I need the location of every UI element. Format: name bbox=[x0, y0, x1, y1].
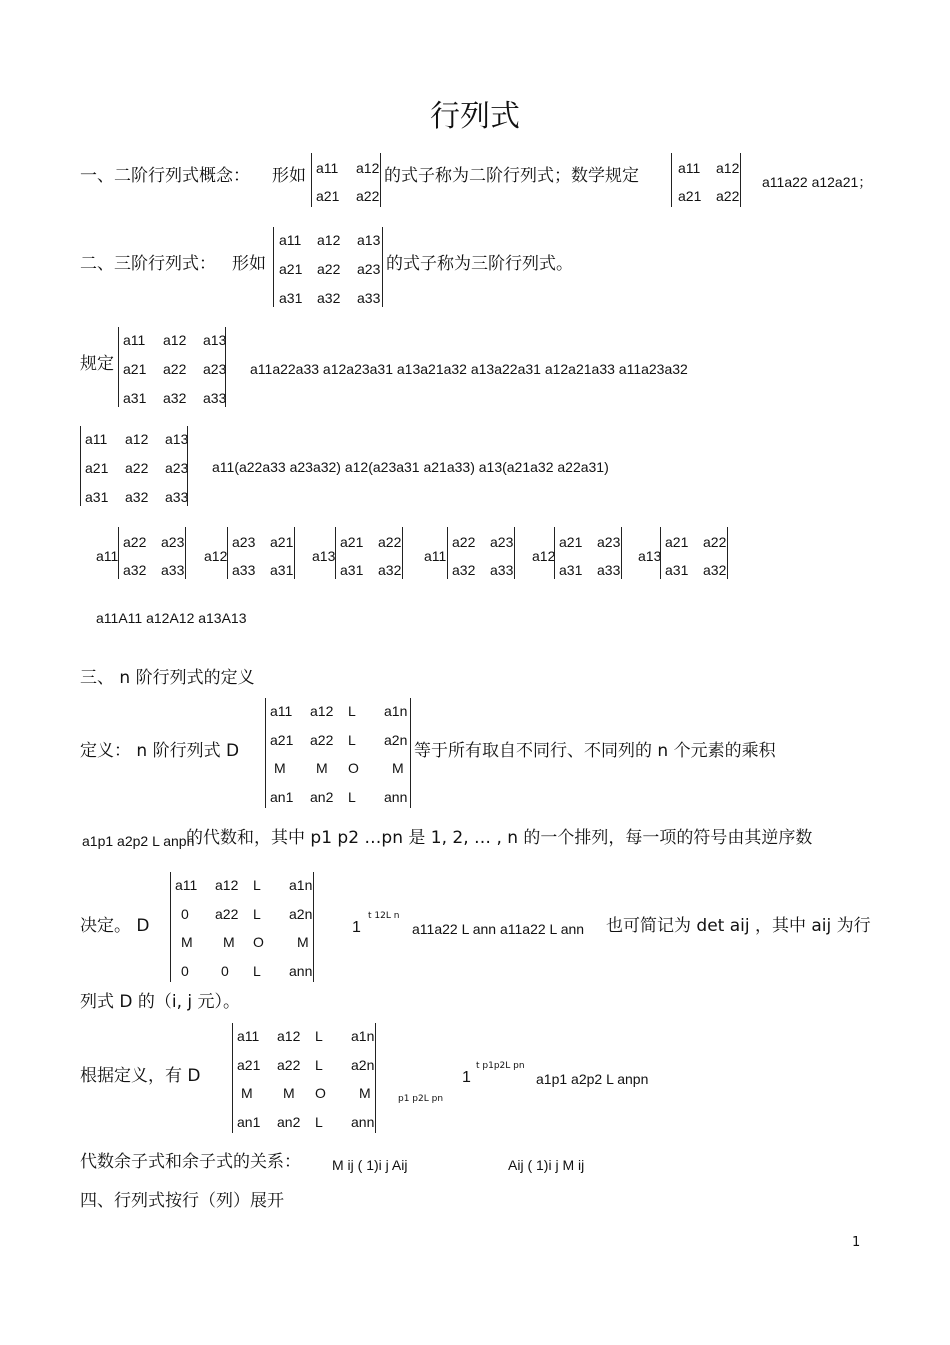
cell: a31 bbox=[123, 390, 147, 406]
cell: ann bbox=[384, 789, 408, 805]
sec3-decide: 决定。 D bbox=[80, 916, 150, 936]
cell: a31 bbox=[559, 562, 583, 578]
rule-label: 规定 bbox=[80, 354, 114, 374]
sec3-def-desc: 等于所有取自不同行、不同列的 n 个元素的乘积 bbox=[414, 741, 776, 761]
cell: O bbox=[348, 760, 359, 776]
cell: a32 bbox=[317, 290, 341, 306]
minor-coefficient: a11 bbox=[424, 548, 447, 564]
sec3-tri-desc: 也可简记为 det aij ，其中 aij 为行 bbox=[606, 916, 871, 936]
cell: a32 bbox=[125, 489, 149, 505]
cell: ann bbox=[289, 963, 313, 979]
cell: a21 bbox=[85, 460, 109, 476]
cell: a13 bbox=[357, 232, 381, 248]
cell: M bbox=[223, 934, 235, 950]
cell: 0 bbox=[181, 963, 189, 979]
minor-determinant bbox=[554, 527, 622, 579]
sec2-label: 二、三阶行列式： bbox=[80, 254, 216, 274]
minor-determinant bbox=[227, 527, 295, 579]
cell: ann bbox=[351, 1114, 375, 1130]
minor-coefficient: a12 bbox=[532, 548, 556, 564]
cell: 0 bbox=[221, 963, 229, 979]
cell: L bbox=[348, 789, 356, 805]
cell: a1n bbox=[351, 1028, 375, 1044]
cell: a13 bbox=[165, 431, 189, 447]
cell: a32 bbox=[452, 562, 476, 578]
minor-coefficient: a11 bbox=[96, 548, 119, 564]
cell: a12 bbox=[215, 877, 239, 893]
cell: M bbox=[359, 1085, 371, 1101]
cell: an1 bbox=[237, 1114, 261, 1130]
cell: a31 bbox=[665, 562, 689, 578]
minor-coefficient: a13 bbox=[638, 548, 662, 564]
cell: L bbox=[315, 1028, 323, 1044]
cell: a2n bbox=[351, 1057, 375, 1073]
cell: a23 bbox=[490, 534, 514, 550]
cell: a11 bbox=[316, 160, 339, 176]
cell: a32 bbox=[163, 390, 187, 406]
rule-det bbox=[118, 327, 226, 407]
sec3-by-def: 根据定义，有 D bbox=[80, 1066, 201, 1086]
sec2-form: 形如 bbox=[232, 254, 266, 274]
sec1-det-a bbox=[311, 153, 381, 207]
sec3-line2-a: a1p1 a2p2 L anpn bbox=[82, 833, 195, 849]
sec3-tri-prod: a11a22 L ann a11a22 L ann bbox=[412, 921, 585, 937]
cell: a12 bbox=[163, 332, 187, 348]
cell: a32 bbox=[703, 562, 727, 578]
cell: a22 bbox=[703, 534, 727, 550]
cell: a21 bbox=[270, 732, 294, 748]
sec1-det-b bbox=[671, 153, 741, 207]
minor-coefficient: a13 bbox=[312, 548, 336, 564]
cell: a22 bbox=[310, 732, 334, 748]
cell: L bbox=[315, 1057, 323, 1073]
minor-determinant bbox=[335, 527, 403, 579]
sec1-form: 形如 bbox=[272, 166, 306, 186]
sec1-result: a11a22 a12a21； bbox=[762, 174, 873, 190]
cell: a21 bbox=[340, 534, 364, 550]
cell: L bbox=[253, 877, 261, 893]
page-title: 行列式 bbox=[430, 99, 520, 134]
cell: a12 bbox=[317, 232, 341, 248]
cell: a22 bbox=[123, 534, 147, 550]
sec3-tri-sign: 1 bbox=[352, 919, 361, 936]
cell: an2 bbox=[277, 1114, 301, 1130]
cell: M bbox=[297, 934, 309, 950]
cofactor-sum: a11A11 a12A12 a13A13 bbox=[96, 610, 247, 626]
cell: a31 bbox=[340, 562, 364, 578]
cell: a21 bbox=[678, 188, 702, 204]
cell: a11 bbox=[85, 431, 108, 447]
sec3-sum-prod: a1p1 a2p2 L anpn bbox=[536, 1071, 649, 1087]
cell: a23 bbox=[232, 534, 256, 550]
rule-expansion-2: a11(a22a33 a23a32) a12(a23a31 a21a33) a13(a21a32 a22a31) bbox=[212, 459, 609, 475]
cell: a11 bbox=[175, 877, 198, 893]
cell: a31 bbox=[270, 562, 294, 578]
cell: a23 bbox=[597, 534, 621, 550]
minor-coefficient: a12 bbox=[204, 548, 228, 564]
cell: a33 bbox=[597, 562, 621, 578]
cell: a23 bbox=[357, 261, 381, 277]
cell: a33 bbox=[165, 489, 189, 505]
relation-1: M ij ( 1)i j Aij bbox=[332, 1157, 408, 1173]
sec3-line4: 列式 D 的（i, j 元）。 bbox=[80, 992, 241, 1012]
cell: a11 bbox=[123, 332, 146, 348]
sec4-label: 四、行列式按行（列）展开 bbox=[80, 1191, 284, 1211]
sec3-sum-sup: t p1p2L pn bbox=[476, 1061, 525, 1071]
page-number: 1 bbox=[852, 1235, 861, 1250]
relation-label: 代数余子式和余子式的关系： bbox=[80, 1152, 301, 1172]
sec2-det bbox=[273, 227, 383, 307]
sec3-sum-sub: p1 p2L pn bbox=[398, 1094, 444, 1104]
cell: a21 bbox=[279, 261, 303, 277]
cell: a22 bbox=[378, 534, 402, 550]
sec3-def-label: 定义： n 阶行列式 D bbox=[80, 741, 240, 761]
sec1-desc: 的式子称为二阶行列式；数学规定 bbox=[384, 166, 639, 186]
cell: a32 bbox=[123, 562, 147, 578]
cell: a32 bbox=[378, 562, 402, 578]
cell: a21 bbox=[665, 534, 689, 550]
cell: a22 bbox=[716, 188, 740, 204]
cell: a33 bbox=[161, 562, 185, 578]
sec1-label: 一、二阶行列式概念： bbox=[80, 166, 250, 186]
cell: a23 bbox=[165, 460, 189, 476]
cell: a33 bbox=[203, 390, 227, 406]
cell: 0 bbox=[181, 906, 189, 922]
cell: M bbox=[181, 934, 193, 950]
cell: a11 bbox=[270, 703, 293, 719]
cell: L bbox=[348, 703, 356, 719]
cell: a33 bbox=[232, 562, 256, 578]
minor-determinant bbox=[118, 527, 186, 579]
cell: O bbox=[253, 934, 264, 950]
cell: a21 bbox=[237, 1057, 261, 1073]
cell: a11 bbox=[678, 160, 701, 176]
cell: a12 bbox=[277, 1028, 301, 1044]
sec3-label: 三、 n 阶行列式的定义 bbox=[80, 668, 255, 688]
cell: M bbox=[241, 1085, 253, 1101]
cell: a12 bbox=[125, 431, 149, 447]
cell: a22 bbox=[277, 1057, 301, 1073]
cell: a33 bbox=[490, 562, 514, 578]
cell: a33 bbox=[357, 290, 381, 306]
sec3-det bbox=[265, 698, 411, 808]
sec3-tri-sup: t 12L n bbox=[368, 911, 400, 921]
minor-determinant bbox=[660, 527, 728, 579]
cell: a31 bbox=[85, 489, 109, 505]
cell: a12 bbox=[310, 703, 334, 719]
cell: a21 bbox=[316, 188, 340, 204]
cell: a2n bbox=[289, 906, 313, 922]
cell: M bbox=[283, 1085, 295, 1101]
sec3-sum-sign: 1 bbox=[462, 1069, 471, 1086]
relation-2: Aij ( 1)i j M ij bbox=[508, 1157, 585, 1173]
rule-expansion: a11a22a33 a12a23a31 a13a21a32 a13a22a31 a12a21a33 a11a23a32 bbox=[250, 361, 688, 377]
cell: L bbox=[315, 1114, 323, 1130]
cell: a21 bbox=[123, 361, 147, 377]
cell: a31 bbox=[279, 290, 303, 306]
sec3-tri-det bbox=[170, 872, 314, 982]
cell: a22 bbox=[125, 460, 149, 476]
cell: a13 bbox=[203, 332, 227, 348]
cell: a2n bbox=[384, 732, 408, 748]
cell: M bbox=[392, 760, 404, 776]
cell: a22 bbox=[356, 188, 380, 204]
cell: a22 bbox=[317, 261, 341, 277]
cell: a11 bbox=[279, 232, 302, 248]
cell: a22 bbox=[215, 906, 239, 922]
cell: O bbox=[315, 1085, 326, 1101]
cell: a21 bbox=[270, 534, 294, 550]
sec2-desc: 的式子称为三阶行列式。 bbox=[386, 254, 573, 274]
cell: a22 bbox=[452, 534, 476, 550]
cell: a1n bbox=[384, 703, 408, 719]
cell: a23 bbox=[161, 534, 185, 550]
cell: a12 bbox=[716, 160, 740, 176]
cell: a21 bbox=[559, 534, 583, 550]
cell: L bbox=[253, 963, 261, 979]
cell: a23 bbox=[203, 361, 227, 377]
cell: M bbox=[274, 760, 286, 776]
cell: a11 bbox=[237, 1028, 260, 1044]
sec3-line2-b: 的代数和，其中 p1 p2 …pn 是 1, 2, … , n 的一个排列，每一项的符号由其逆序数 bbox=[186, 828, 813, 848]
rule-det-2 bbox=[80, 426, 188, 506]
cell: M bbox=[316, 760, 328, 776]
cell: an2 bbox=[310, 789, 334, 805]
cell: an1 bbox=[270, 789, 294, 805]
cell: a1n bbox=[289, 877, 313, 893]
cell: L bbox=[253, 906, 261, 922]
cell: a12 bbox=[356, 160, 380, 176]
cell: a22 bbox=[163, 361, 187, 377]
sec3-det-3 bbox=[232, 1023, 376, 1133]
minor-determinant bbox=[447, 527, 515, 579]
cell: L bbox=[348, 732, 356, 748]
